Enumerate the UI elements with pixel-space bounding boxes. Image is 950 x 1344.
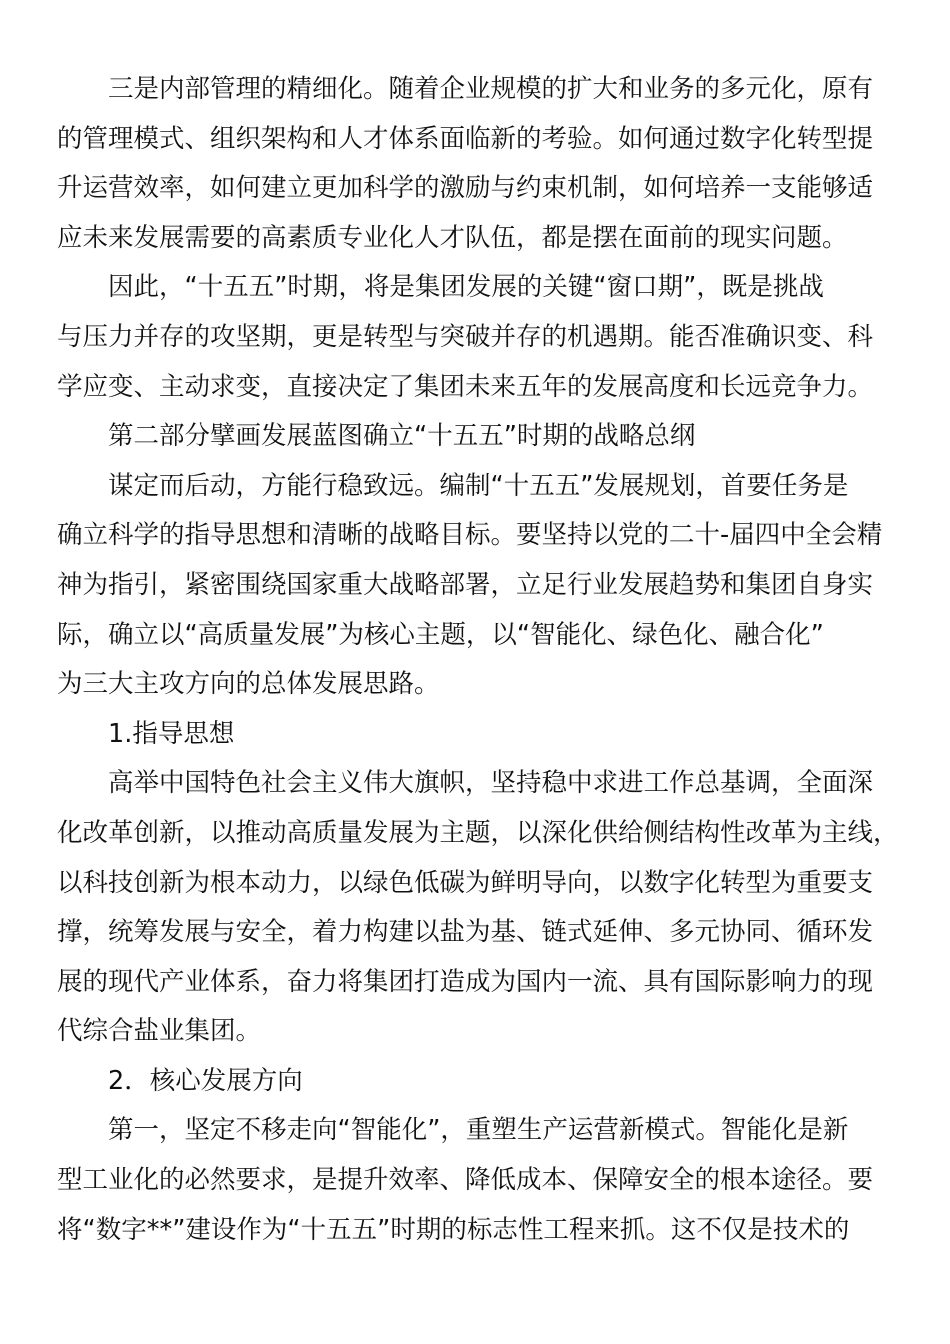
- text-line: 应未来发展需要的高素质专业化人才队伍，都是摆在面前的现实问题。: [57, 222, 848, 253]
- text-line: 的管理模式、组织架构和人才体系面临新的考验。如何通过数字化转型提: [57, 123, 874, 154]
- text-line: 神为指引，紧密围绕国家重大战略部署，立足行业发展趋势和集团自身实: [57, 569, 874, 600]
- text-line: 际，确立以“高质量发展”为核心主题，以“智能化、绿色化、融合化”: [57, 619, 824, 650]
- text-line: 学应变、主动求变，直接决定了集团未来五年的发展高度和长远竞争力。: [57, 371, 874, 402]
- text-line: 撑，统筹发展与安全，着力构建以盐为基、链式延伸、多元协同、循环发: [57, 917, 874, 948]
- paragraph: [57, 1057, 887, 1107]
- paragraph: [57, 263, 887, 412]
- text-line: 化改革创新，以推动高质量发展为主题，以深化供给侧结构性改革为主线，: [57, 817, 899, 848]
- paragraph: [57, 1106, 887, 1255]
- text-line: 为三大主攻方向的总体发展思路。: [57, 669, 440, 700]
- text-line: 高举中国特色社会主义伟大旗帜，坚持稳中求进工作总基调，全面深: [108, 768, 874, 799]
- paragraph: [57, 710, 887, 760]
- text-line: 升运营效率，如何建立更加科学的激励与约束机制，如何培养一支能够适: [57, 173, 874, 204]
- paragraph: [57, 412, 887, 462]
- text-line: 型工业化的必然要求，是提升效率、降低成本、保障安全的根本途径。要: [57, 1165, 874, 1196]
- text-line: 因此，“十五五”时期，将是集团发展的关键“窗口期”，既是挑战: [108, 272, 824, 303]
- text-line: 展的现代产业体系，奋力将集团打造成为国内一流、具有国际影响力的现: [57, 966, 874, 997]
- text-line: 确立科学的指导思想和清晰的战略目标。要坚持以党的二十-届四中全会精: [57, 520, 883, 551]
- text-line: 第一，坚定不移走向“智能化”，重塑生产运营新模式。智能化是新: [108, 1115, 849, 1146]
- document-page: [57, 65, 899, 1255]
- text-line: 2．核心发展方向: [108, 1065, 303, 1096]
- text-line: 代综合盐业集团。: [57, 1016, 262, 1047]
- paragraph: [57, 462, 887, 710]
- text-line: 1.指导思想: [108, 718, 235, 749]
- text-line: 与压力并存的攻坚期，更是转型与突破并存的机遇期。能否准确识变、科: [57, 321, 874, 352]
- text-line: 谋定而后动，方能行稳致远。编制“十五五”发展规划，首要任务是: [108, 470, 849, 501]
- paragraph: [57, 759, 899, 1057]
- text-line: 第二部分擘画发展蓝图确立“十五五”时期的战略总纲: [108, 421, 696, 452]
- text-line: 将“数字**”建设作为“十五五”时期的标志性工程来抓。这不仅是技术的: [57, 1214, 850, 1245]
- text-line: 以科技创新为根本动力，以绿色低碳为鲜明导向，以数字化转型为重要支: [57, 867, 874, 898]
- paragraph: [57, 65, 887, 263]
- text-line: 三是内部管理的精细化。随着企业规模的扩大和业务的多元化，原有: [108, 74, 874, 104]
